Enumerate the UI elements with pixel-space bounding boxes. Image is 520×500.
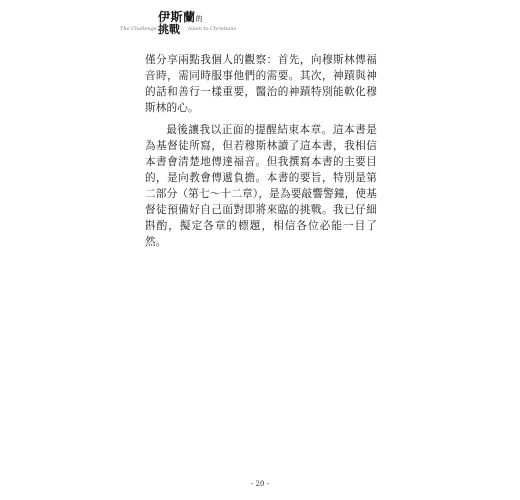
page-number: - 20 - [250,480,270,488]
book-title-particle: 的 [195,15,204,23]
book-title-english-right: Islam to Christians [188,26,237,32]
page-body [145,52,377,250]
paragraph: 僅分享兩點我個人的觀察：首先，向穆斯林傳福音時，需同時服事他們的需要。其次，神蹟與神的話和善行一樣重要，醫治的神蹟特別能軟化穆斯林的心。 [145,54,377,114]
book-title-sub: 挑戰 [158,23,180,36]
book-title-english-left: The Challenge of [120,26,164,32]
running-header [120,8,240,40]
book-title-main: 伊斯蘭 [158,10,196,24]
paragraph: 最後讓我以正面的提醒結束本章。這本書是為基督徒所寫，但若穆斯林讀了這本書，我相信本書會清楚地傳達福音。但我撰寫本書的主要目的，是向教會傳遞負擔。本書的要旨，特別是第二部分（第七～十二章），是為要敲響警鐘，使基督徒預備好自己面對即將來臨的挑戰。我已仔細斟酌，擬定各章的標題，相信各位必能一目了然。 [145,124,377,248]
